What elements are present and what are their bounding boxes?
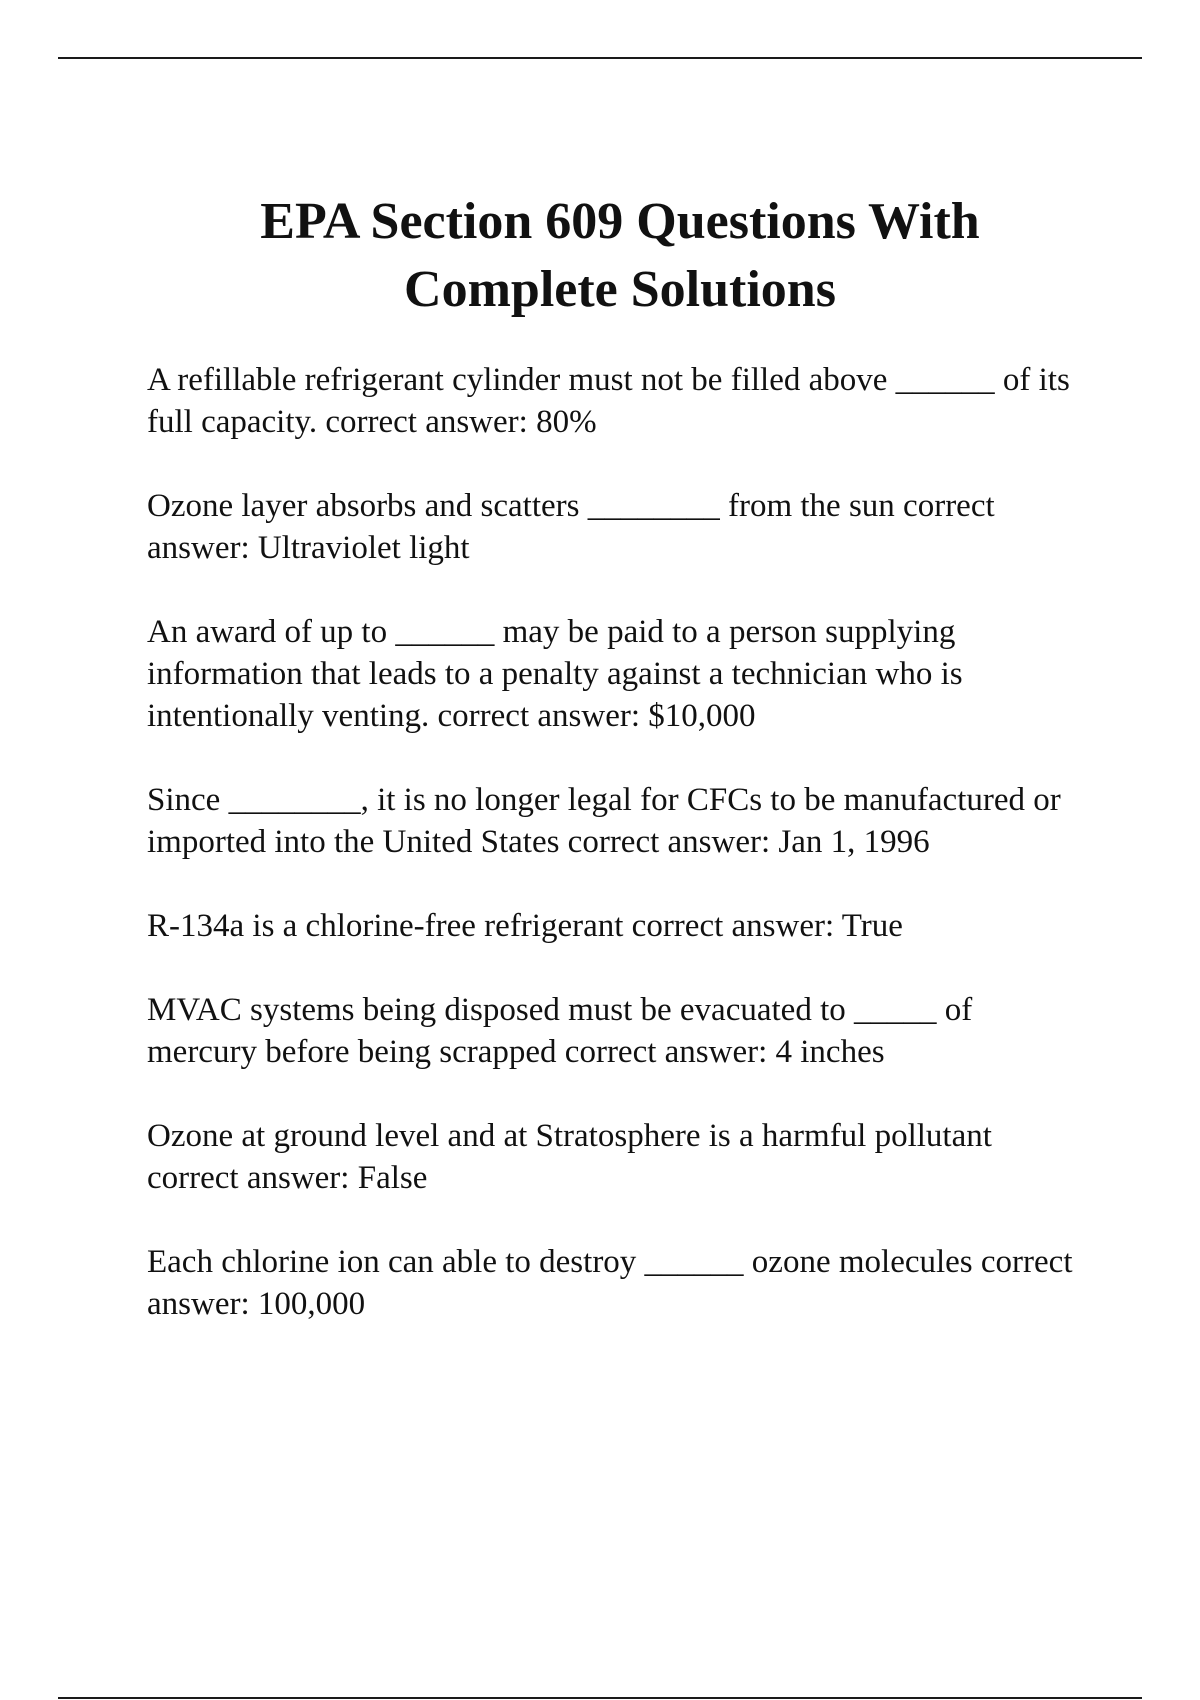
question-item-3: An award of up to ______ may be paid to a person supplying information that leads to a penalty against a technician who is intentionally venting. correct answer: $10,000 bbox=[147, 614, 963, 734]
top-rule bbox=[58, 57, 1142, 59]
question-item-8: Each chlorine ion can able to destroy ______ ozone molecules correct answer: 100,000 bbox=[147, 1244, 1073, 1322]
question-item-6: MVAC systems being disposed must be evacuated to _____ of mercury before being scrapped correct answer: 4 inches bbox=[147, 992, 973, 1070]
bottom-rule bbox=[58, 1697, 1142, 1699]
question-item-7: Ozone at ground level and at Stratosphere is a harmful pollutant correct answer: False bbox=[147, 1118, 992, 1196]
question-list bbox=[147, 359, 1087, 1367]
title-line-1: EPA Section 609 Questions With bbox=[260, 193, 980, 250]
question-item-1: A refillable refrigerant cylinder must not be filled above ______ of its full capacity. correct answer: 80% bbox=[147, 362, 1070, 440]
question-item-4: Since ________, it is no longer legal for CFCs to be manufactured or imported into the United States correct answer: Jan 1, 1996 bbox=[147, 782, 1061, 860]
title-line-2: Complete Solutions bbox=[404, 261, 836, 318]
question-item-5: R-134a is a chlorine-free refrigerant correct answer: True bbox=[147, 908, 903, 944]
question-item-2: Ozone layer absorbs and scatters ________ from the sun correct answer: Ultraviolet light bbox=[147, 488, 995, 566]
document-title bbox=[80, 188, 1160, 324]
